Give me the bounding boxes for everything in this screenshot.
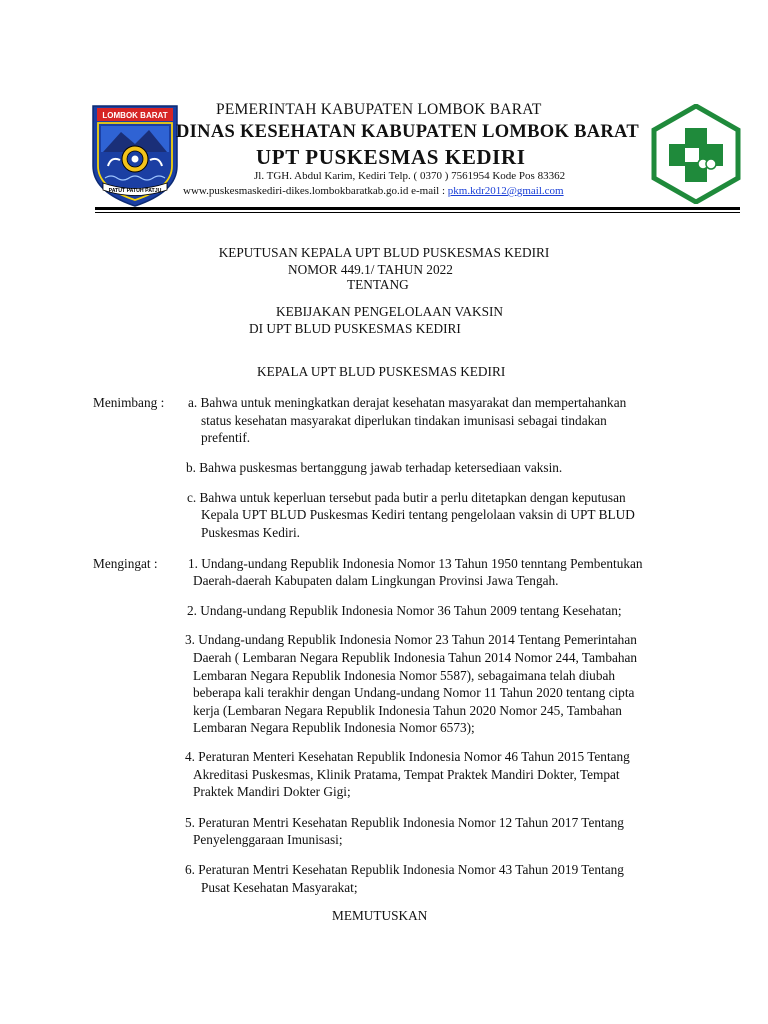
decree-subject-line2: DI UPT BLUD PUSKESMAS KEDIRI (249, 321, 461, 336)
mengingat-6-line2: Pusat Kesehatan Masyarakat; (201, 880, 358, 895)
menimbang-c-line3: Puskesmas Kediri. (201, 525, 300, 540)
mengingat-5-line2: Penyelenggaraan Imunisasi; (193, 832, 343, 847)
puskesmas-cross-logo-icon (651, 104, 741, 204)
seal-banner-text: LOMBOK BARAT (102, 111, 168, 120)
mengingat-3-line2: Daerah ( Lembaran Negara Republik Indonesia Tahun 2014 Nomor 244, Tambahan (193, 650, 638, 665)
letterhead-government: PEMERINTAH KABUPATEN LOMBOK BARAT (216, 101, 542, 118)
mengingat-label: Mengingat : (93, 556, 158, 571)
email-link[interactable]: pkm.kdr2012@gmail.com (447, 185, 564, 197)
menimbang-b-line1: b. Bahwa puskesmas bertanggung jawab terhadap ketersediaan vaksin. (186, 460, 563, 475)
decree-number: NOMOR 449.1/ TAHUN 2022 (288, 262, 453, 277)
mengingat-4-line2: Akreditasi Puskesmas, Klinik Pratama, Tempat Praktek Mandiri Dokter, Tempat (193, 767, 620, 782)
mengingat-1-line1: 1. Undang-undang Republik Indonesia Nomor 13 Tahun 1950 tenntang Pembentukan (188, 556, 643, 571)
decree-tentang: TENTANG (347, 277, 409, 292)
letterhead-address: Jl. TGH. Abdul Karim, Kediri Telp. ( 0370 ) 7561954 Kode Pos 83362 (254, 170, 566, 182)
letterhead-institution: UPT PUSKESMAS KEDIRI (256, 145, 526, 169)
seal-motto-text: PATUT PATUH PATJU (108, 188, 162, 194)
mengingat-6-line1: 6. Peraturan Mentri Kesehatan Republik Indonesia Nomor 43 Tahun 2019 Tentang (185, 862, 624, 877)
menimbang-a-line1: a. Bahwa untuk meningkatkan derajat kesehatan masyarakat dan mempertahankan (188, 395, 627, 410)
mengingat-4-line1: 4. Peraturan Menteri Kesehatan Republik Indonesia Nomor 46 Tahun 2015 Tentang (185, 749, 630, 764)
letterhead-department: DINAS KESEHATAN KABUPATEN LOMBOK BARAT (176, 122, 639, 142)
decree-official: KEPALA UPT BLUD PUSKESMAS KEDIRI (257, 364, 506, 379)
regency-seal-icon (91, 104, 179, 208)
letterhead-divider-thick (95, 207, 740, 210)
mengingat-1-line2: Daerah-daerah Kabupaten dalam Lingkungan Provinsi Jawa Tengah. (193, 573, 559, 588)
menimbang-a-line2: status kesehatan masyarakat diperlukan tindakan imunisasi sebagai tindakan (201, 413, 607, 428)
mengingat-3-line3: Lembaran Negara Republik Indonesia Nomor 5587), sebagaimana telah diubah (193, 668, 616, 683)
menimbang-label: Menimbang : (93, 395, 165, 410)
mengingat-3-line1: 3. Undang-undang Republik Indonesia Nomor 23 Tahun 2014 Tentang Pemerintahan (185, 632, 637, 647)
mengingat-4-line3: Praktek Mandiri Dokter Gigi; (193, 784, 351, 799)
mengingat-3-line6: Lembaran Negara Republik Indonesia Nomor 6573); (193, 720, 475, 735)
mengingat-3-line4: beberapa kali terakhir dengan Undang-undang Nomor 11 Tahun 2020 tentang cipta (193, 685, 635, 700)
menimbang-c-line1: c. Bahwa untuk keperluan tersebut pada butir a perlu ditetapkan dengan keputusan (187, 490, 626, 505)
menimbang-a-line3: prefentif. (201, 430, 251, 445)
letterhead-website: www.puskesmaskediri-dikes.lombokbaratkab.go.id e-mail : (183, 185, 448, 197)
letterhead-divider-thin (95, 212, 740, 213)
menimbang-c-line2: Kepala UPT BLUD Puskesmas Kediri tentang pengelolaan vaksin di UPT BLUD (201, 507, 635, 522)
decree-title: KEPUTUSAN KEPALA UPT BLUD PUSKESMAS KEDIRI (218, 245, 550, 260)
decision-heading: MEMUTUSKAN (332, 908, 428, 923)
mengingat-5-line1: 5. Peraturan Mentri Kesehatan Republik Indonesia Nomor 12 Tahun 2017 Tentang (185, 815, 624, 830)
letterhead-contact (183, 185, 564, 197)
mengingat-2-line1: 2. Undang-undang Republik Indonesia Nomor 36 Tahun 2009 tentang Kesehatan; (187, 603, 622, 618)
decree-subject-line1: KEBIJAKAN PENGELOLAAN VAKSIN (276, 304, 504, 319)
mengingat-3-line5: kerja (Lembaran Negara Republik Indonesia Tahun 2020 Nomor 245, Tambahan (193, 703, 622, 718)
